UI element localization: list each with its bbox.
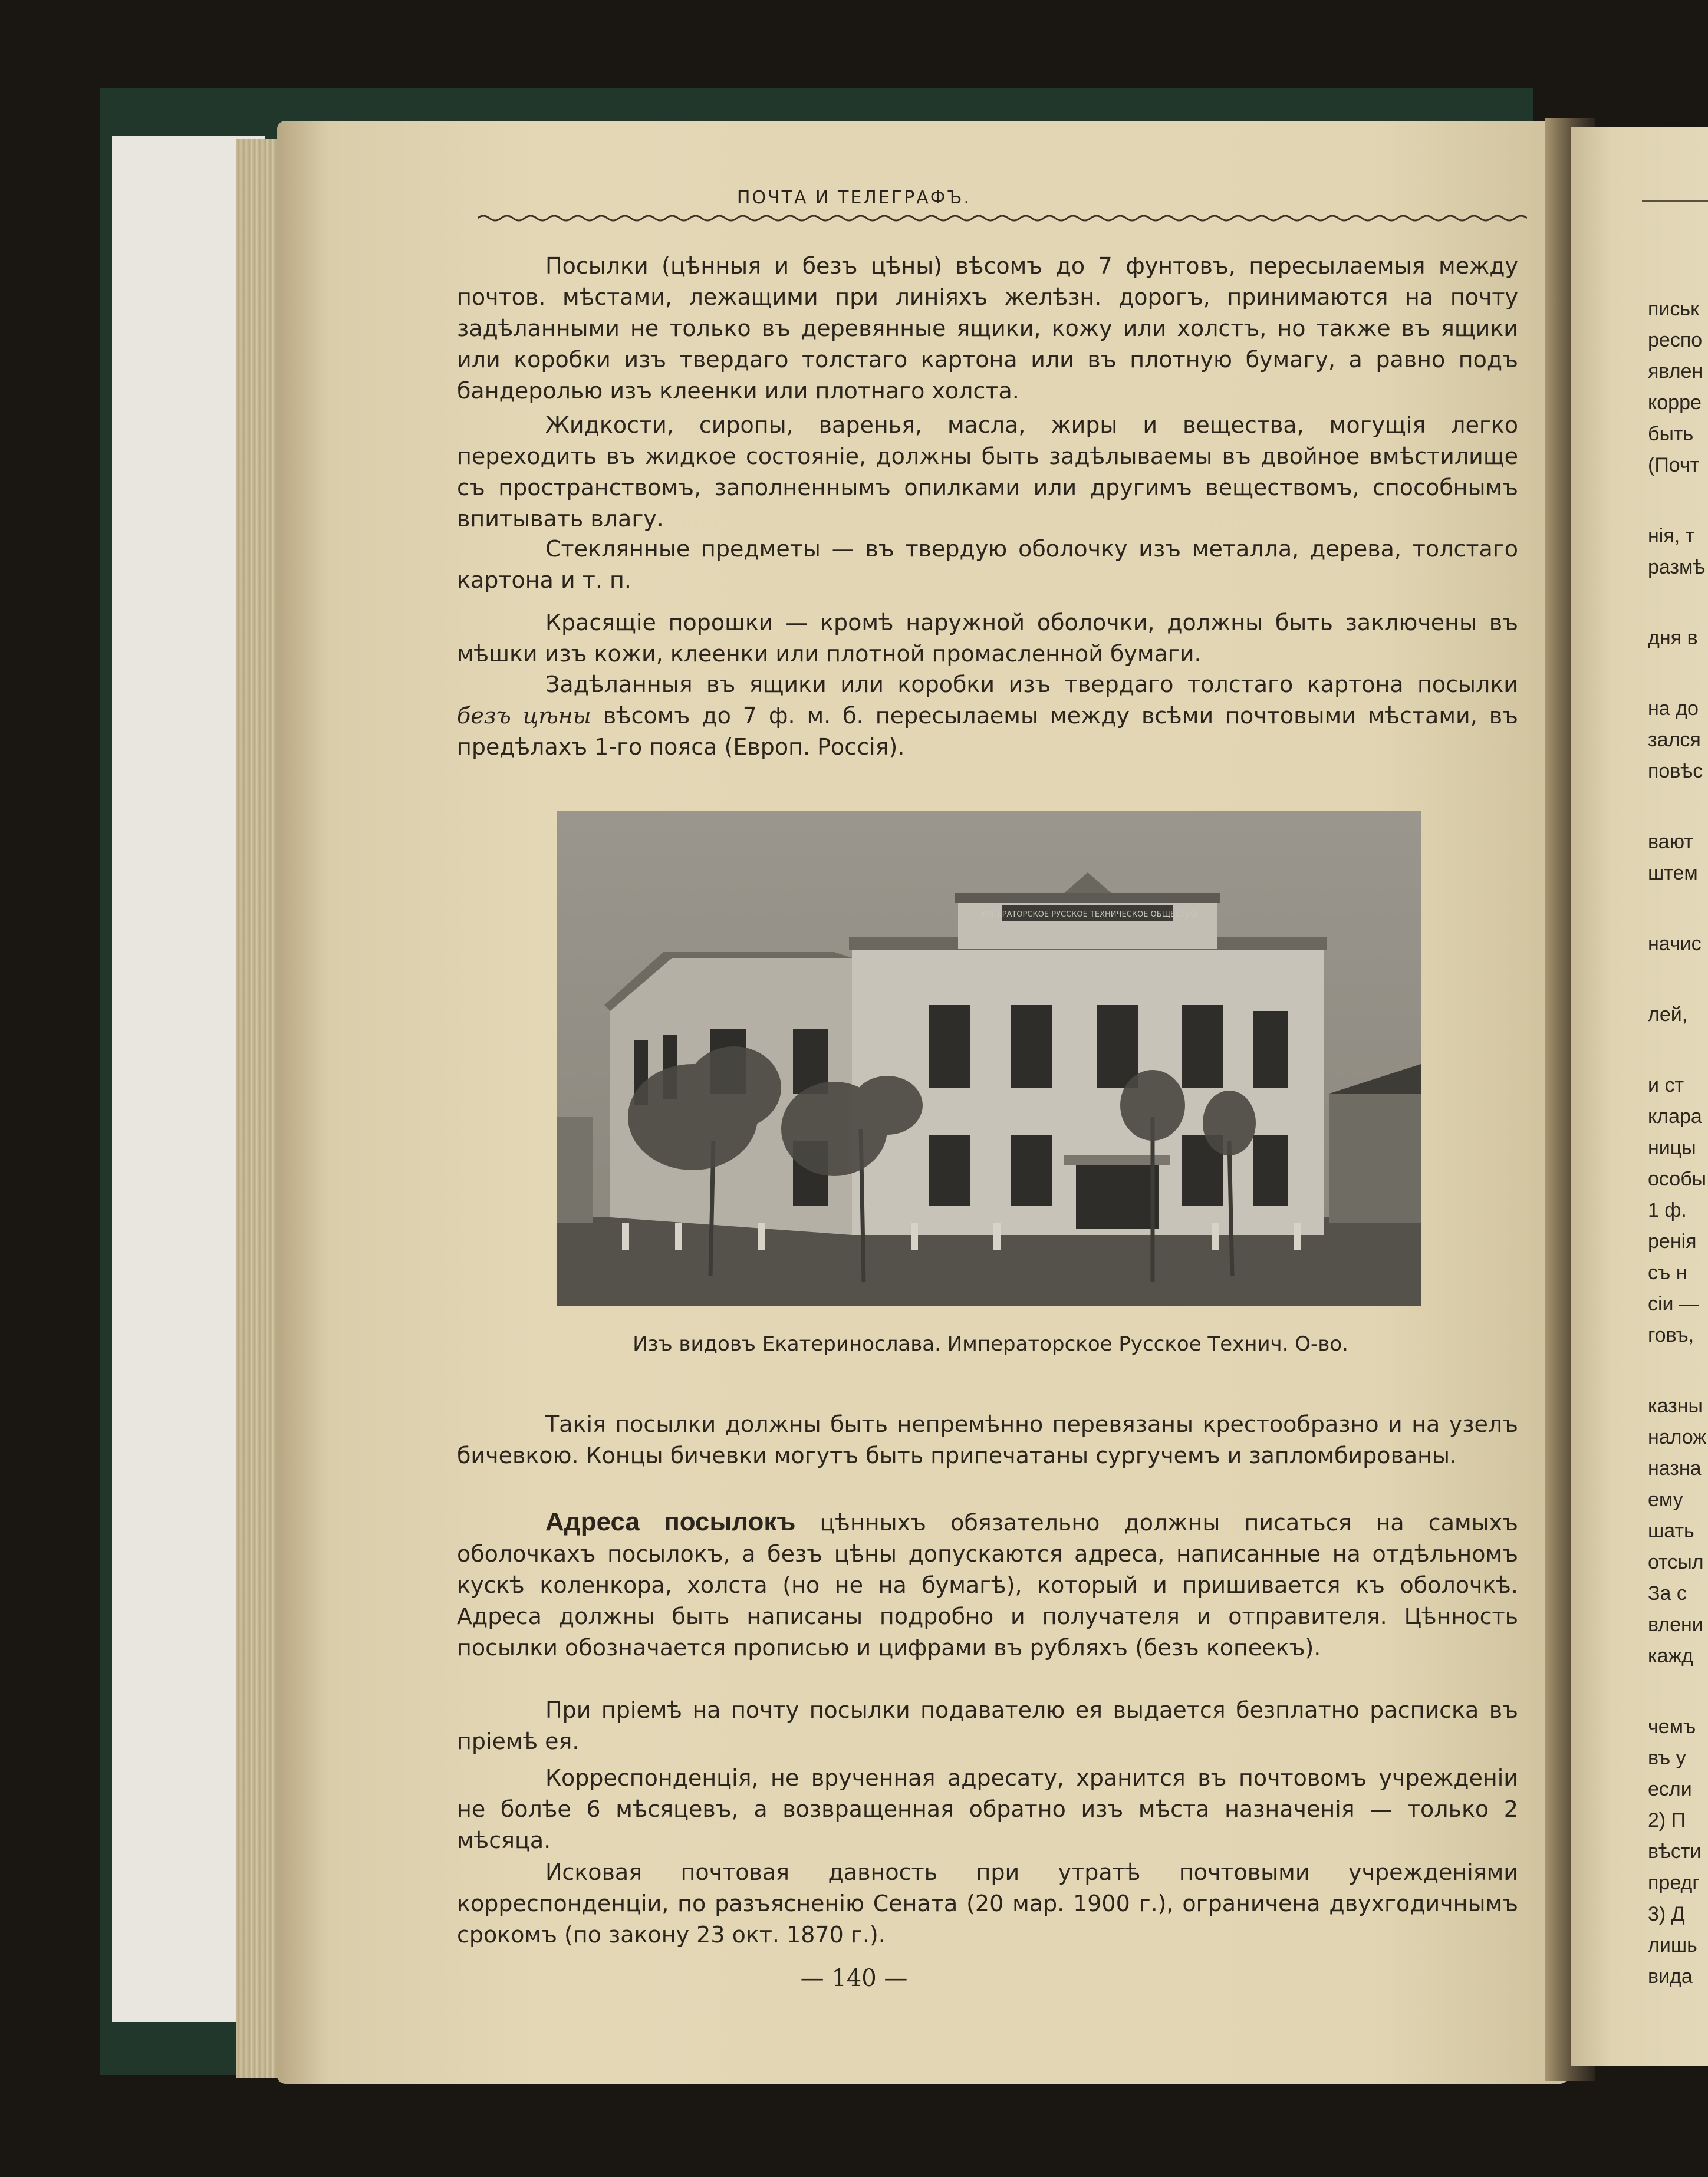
right-page-fragment bbox=[1571, 127, 1708, 2066]
right-page-line: штем bbox=[1648, 862, 1698, 884]
right-page-line: шать bbox=[1648, 1520, 1694, 1542]
right-page-line: влени bbox=[1648, 1613, 1703, 1636]
addresses-heading: Адреса посылокъ bbox=[545, 1507, 796, 1536]
right-page-line: особы bbox=[1648, 1168, 1707, 1190]
paragraph-storage: Корреспонденція, не врученная адресату, хранится въ почтовомъ учрежденіи не болѣе 6 мѣсяцевъ, а возвращенная обратно изъ мѣста назначенія — только 2 мѣсяца. bbox=[457, 1765, 1518, 1853]
right-page-line: казны bbox=[1648, 1395, 1703, 1417]
right-page-line: дня в bbox=[1648, 627, 1698, 649]
addresses-text: цѣнныхъ обязательно должны писаться на самыхъ оболочкахъ посылокъ, а безъ цѣны допускаются адреса, написанные на отдѣльномъ кускѣ коленкора, холста (но не на бумагѣ), который и пришивается къ оболочкѣ. Адреса должны быть написаны подробно и получателя и отправителя. Цѣнность посылки обозначается прописью и цифрами въ рубляхъ (безъ копеекъ). bbox=[457, 1510, 1518, 1661]
paragraph-addresses bbox=[457, 1506, 1518, 1664]
right-page-line: чемъ bbox=[1648, 1715, 1696, 1738]
right-page-line: 2) П bbox=[1648, 1809, 1686, 1832]
right-page-line: 3) Д bbox=[1648, 1903, 1685, 1925]
building-photo-svg bbox=[557, 811, 1421, 1306]
building-photo bbox=[557, 811, 1421, 1306]
paragraph-tied: Такія посылки должны быть непремѣнно перевязаны крестообразно и на узелъ бичевкою. Концы бичевки могутъ быть припечатаны сургучемъ и запломбированы. bbox=[457, 1411, 1518, 1468]
right-page-line: 1 ф. bbox=[1648, 1199, 1687, 1221]
para5-after: вѣсомъ до 7 ф. м. б. пересылаемы между всѣми почтовыми мѣстами, въ предѣлахъ 1-го пояса (Европ. Россія). bbox=[457, 703, 1518, 760]
right-page-line: на до bbox=[1648, 697, 1699, 720]
paragraph-parcels: Посылки (цѣнныя и безъ цѣны) вѣсомъ до 7 фунтовъ, пересылаемыя между почтов. мѣстами, лежащими при линіяхъ желѣзн. дорогъ, принимаются на почту задѣланными не только въ деревянные ящики, кожу или холстъ, но также въ ящики или коробки изъ твердаго толстаго картона или въ плотную бумагу, а равно подъ бандеролью изъ клеенки или плотнаго холста. bbox=[457, 253, 1518, 404]
right-page-line: вѣсти bbox=[1648, 1840, 1702, 1863]
right-page-line: начис bbox=[1648, 933, 1702, 955]
right-page-line: отсыл bbox=[1648, 1551, 1704, 1573]
paragraph-cardboard bbox=[457, 669, 1518, 763]
right-page-line: лишь bbox=[1648, 1934, 1697, 1957]
right-page-line: зался bbox=[1648, 729, 1701, 751]
building-sign-text: ИМПЕРАТОРСКОЕ РУССКОЕ ТЕХНИЧЕСКОЕ ОБЩЕСТВО bbox=[979, 910, 1197, 919]
right-page-line: За с bbox=[1648, 1582, 1687, 1605]
right-page-line: лей, bbox=[1648, 1003, 1688, 1026]
right-page-line: повѣс bbox=[1648, 760, 1703, 782]
right-page-line: респо bbox=[1648, 329, 1703, 351]
right-page-line: (Почт bbox=[1648, 454, 1700, 476]
para5-italic: безъ цѣны bbox=[457, 703, 591, 729]
right-page-line: явлен bbox=[1648, 360, 1703, 383]
right-page-line: размѣ bbox=[1648, 556, 1706, 578]
right-page-line: ницы bbox=[1648, 1137, 1696, 1159]
right-page-line: ренія bbox=[1648, 1230, 1697, 1253]
right-page-line: клара bbox=[1648, 1105, 1702, 1128]
right-page-line: назна bbox=[1648, 1457, 1702, 1480]
right-page-line: сіи — bbox=[1648, 1293, 1699, 1315]
header-wavy-rule bbox=[478, 212, 1527, 224]
paragraph-receipt: При пріемѣ на почту посылки подавателю ея выдается безплатно расписка въ пріемѣ ея. bbox=[457, 1697, 1518, 1754]
right-page-line: вида bbox=[1648, 1965, 1693, 1988]
right-page-line: въ у bbox=[1648, 1747, 1686, 1769]
right-page-line: вают bbox=[1648, 831, 1693, 853]
paragraph-dyes: Красящіе порошки — кромѣ наружной оболочки, должны быть заключены въ мѣшки изъ кожи, клеенки или плотной промасленной бумаги. bbox=[457, 610, 1518, 667]
right-page-line: съ н bbox=[1648, 1262, 1687, 1284]
right-page-line: нія, т bbox=[1648, 525, 1695, 547]
running-header: ПОЧТА И ТЕЛЕГРАФЪ. bbox=[736, 187, 972, 208]
right-page-line: налож bbox=[1648, 1426, 1707, 1448]
page-number: — 140 — bbox=[800, 1965, 908, 1992]
paragraph-liquids: Жидкости, сиропы, варенья, масла, жиры и вещества, могущія легко переходить въ жидкое состояніе, должны быть задѣлываемы въ двойное вмѣстилище съ пространствомъ, заполненнымъ опилками или другимъ веществомъ, способнымъ впитывать влагу. bbox=[457, 412, 1518, 532]
right-page-line: если bbox=[1648, 1778, 1692, 1800]
right-page-line: и ст bbox=[1648, 1074, 1684, 1096]
right-page-line: говъ, bbox=[1648, 1324, 1694, 1346]
right-page-line: быть bbox=[1648, 423, 1694, 445]
photo-caption: Изъ видовъ Екатеринослава. Императорское Русское Технич. О-во. bbox=[633, 1332, 1348, 1356]
right-page-line: кажд bbox=[1648, 1645, 1694, 1667]
right-page-line: корре bbox=[1648, 391, 1702, 414]
right-page-line: письк bbox=[1648, 298, 1699, 320]
right-page-line: предг bbox=[1648, 1872, 1700, 1894]
para5-before: Задѣланныя въ ящики или коробки изъ твердаго толстаго картона посылки bbox=[545, 671, 1518, 697]
right-page-line: ему bbox=[1648, 1488, 1683, 1511]
paragraph-limitation: Исковая почтовая давность при утратѣ почтовыми учрежденіями корреспонденціи, по разъясненію Сената (20 мар. 1900 г.), ограничена двухгодичнымъ срокомъ (по закону 23 окт. 1870 г.). bbox=[457, 1859, 1518, 1948]
paragraph-glass: Стеклянные предметы — въ твердую оболочку изъ металла, дерева, толстаго картона и т. п. bbox=[457, 536, 1518, 593]
